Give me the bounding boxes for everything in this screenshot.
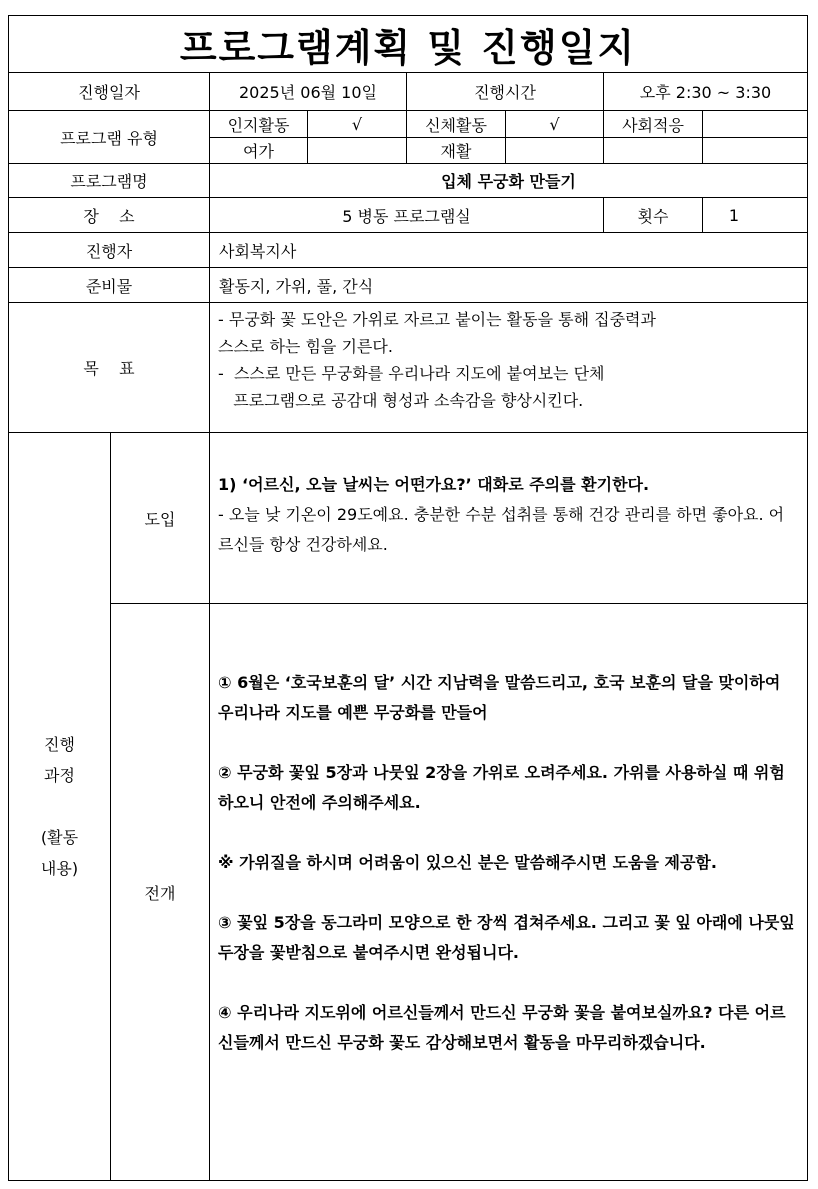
process-label <box>9 433 110 1180</box>
type-cognitive: 인지활동 <box>227 115 290 135</box>
type-leisure: 여가 <box>243 142 274 161</box>
leader-label: 진행자 <box>85 241 133 261</box>
check-leisure <box>308 138 406 163</box>
development-label: 전개 <box>144 883 176 903</box>
check-cognitive: √ <box>351 114 363 134</box>
type-physical: 신체활동 <box>425 115 487 135</box>
materials-value: 활동지, 가위, 풀, 간식 <box>219 276 374 296</box>
program-name-value: 입체 무궁화 만들기 <box>441 172 576 191</box>
check-physical: √ <box>549 114 560 134</box>
goal-text <box>210 306 806 414</box>
goal-line: 스스로 하는 힘을 기른다. <box>218 337 393 356</box>
place-label: 장 소 <box>83 206 135 226</box>
count-value: 1 <box>728 205 740 225</box>
page-title: 프로그램계획 및 진행일지 <box>179 25 637 70</box>
type-social: 사회적응 <box>622 115 684 135</box>
goal-line: 프로그램으로 공감대 형성과 소속감을 향상시킨다. <box>218 391 584 410</box>
rule <box>110 603 808 604</box>
time-label: 진행시간 <box>474 83 536 102</box>
goal-label: 목 표 <box>83 359 135 378</box>
development-content <box>210 668 806 1058</box>
development-step: ① 6월은 ‘호국보훈의 달’ 시간 지남력을 말씀드리고, 호국 보훈의 달을 맞이하여 우리나라 지도를 예쁜 무궁화를 만들어 <box>218 673 781 722</box>
date-value: 2025년 06월 10일 <box>239 83 377 102</box>
date-label: 진행일자 <box>78 83 140 102</box>
process-label-line: (활동 <box>40 828 79 847</box>
place-value: 5 병동 프로그램실 <box>342 206 471 226</box>
goal-line: - 스스로 만든 무궁화를 우리나라 지도에 붙여보는 단체 <box>218 364 605 383</box>
development-step: ③ 꽃잎 5장을 동그라미 모양으로 한 장씩 겹쳐주세요. 그리고 꽃 잎 아래에 나뭇잎 두장을 꽃받침으로 붙여주시면 완성됩니다. <box>218 913 795 962</box>
process-label-line: 진행 <box>44 735 75 754</box>
type-rehab: 재활 <box>440 142 472 161</box>
intro-content <box>210 470 806 560</box>
intro-body: - 오늘 낮 기온이 29도예요. 충분한 수분 섭취를 통해 건강 관리를 하면 좋아요. 어르신들 항상 건강하세요. <box>218 505 785 554</box>
count-label: 횟수 <box>637 206 669 226</box>
program-type-label: 프로그램 유형 <box>60 128 158 148</box>
program-name-label: 프로그램명 <box>70 172 148 191</box>
process-label-line: 과정 <box>44 766 75 785</box>
development-note: ※ 가위질을 하시며 어려움이 있으신 분은 말씀해주시면 도움을 제공함. <box>218 853 717 872</box>
rule <box>8 1180 808 1181</box>
intro-label: 도입 <box>144 509 176 529</box>
intro-heading: 1) ‘어르신, 오늘 날씨는 어떤가요?’ 대화로 주의를 환기한다. <box>218 475 650 494</box>
check-social <box>703 111 807 137</box>
materials-label: 준비물 <box>85 276 133 296</box>
development-step: ④ 우리나라 지도위에 어르신들께서 만드신 무궁화 꽃을 붙여보실까요? 다른 어르신들께서 만드신 무궁화 꽃도 감상해보면서 활동을 마무리하겠습니다. <box>218 1003 786 1052</box>
process-label-line: 내용) <box>40 859 79 878</box>
leader-value: 사회복지사 <box>219 241 297 261</box>
rule <box>807 15 808 1181</box>
development-step: ② 무궁화 꽃잎 5장과 나뭇잎 2장을 가위로 오려주세요. 가위를 사용하실 때 위험하오니 안전에 주의해주세요. <box>218 763 785 812</box>
goal-line: - 무궁화 꽃 도안은 가위로 자르고 붙이는 활동을 통해 집중력과 <box>218 310 656 329</box>
time-value: 오후 2:30 ~ 3:30 <box>639 83 772 102</box>
